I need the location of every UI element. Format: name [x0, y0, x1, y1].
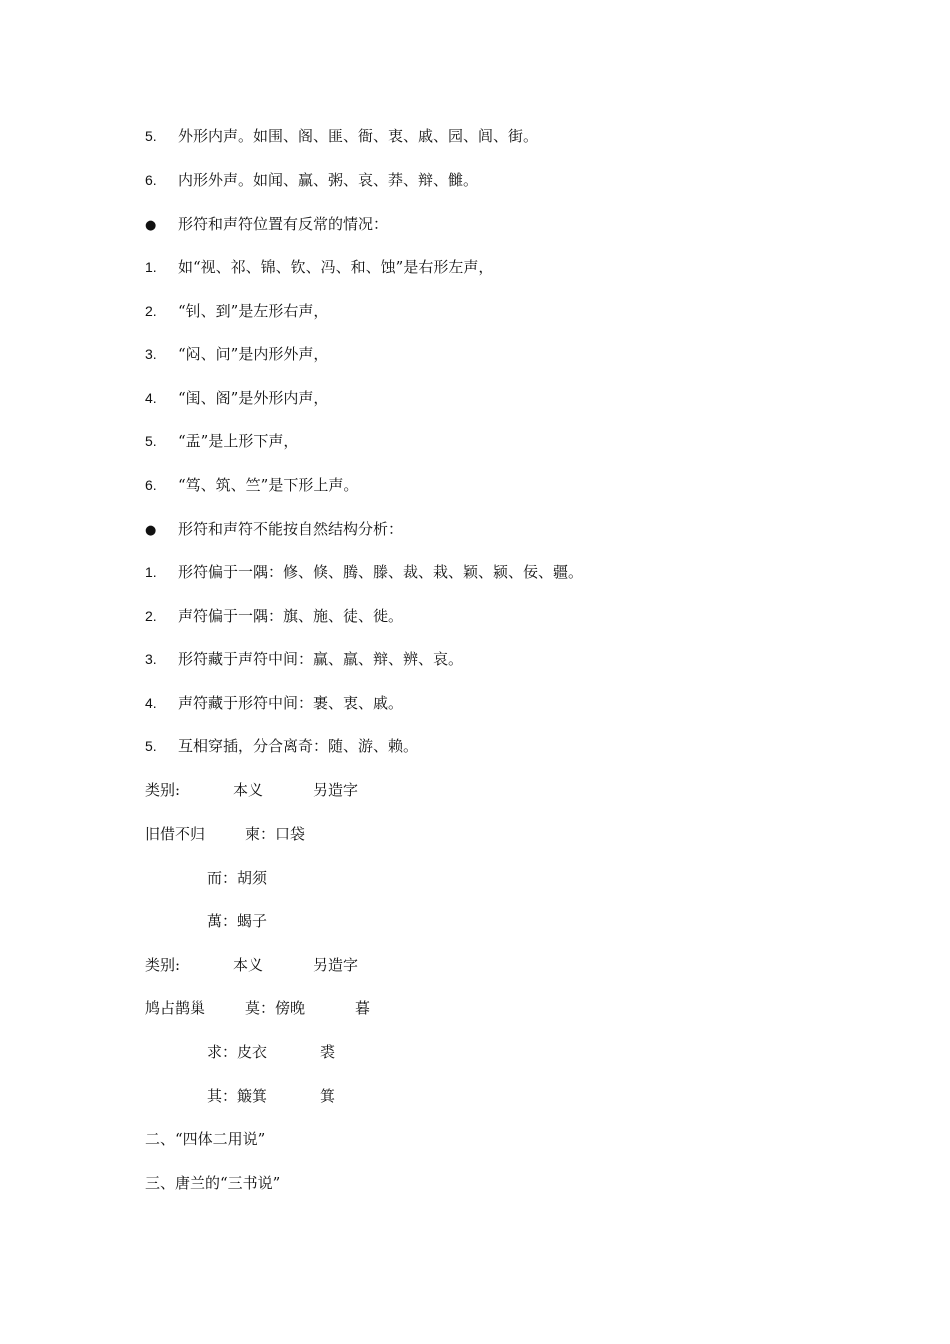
new-char-header: 另造字 [313, 781, 359, 799]
table-header [145, 953, 545, 977]
list-number: 5. [145, 128, 157, 144]
bullet-icon: ● [145, 218, 157, 233]
list-item [145, 299, 328, 323]
list-item [145, 386, 328, 410]
heading-four-bodies-two-uses: 二、“四体二用说” [145, 1130, 266, 1148]
list-item [145, 604, 403, 628]
bullet-heading-natural [145, 517, 403, 541]
bullet-text: 形符和声符不能按自然结构分析： [178, 520, 404, 538]
list-text: “钊、到”是左形右声， [178, 302, 329, 320]
list-number: 5. [145, 433, 157, 449]
new-char: 箕 [320, 1087, 336, 1105]
category-header: 类别: [145, 781, 181, 799]
list-item [145, 560, 583, 584]
table-row [145, 866, 545, 890]
original-meaning-header: 本义 [233, 781, 264, 799]
list-text: 声符偏于一隅：旗、施、徒、徙。 [178, 607, 404, 625]
category-header: 类别: [145, 956, 181, 974]
list-number: 1. [145, 259, 157, 275]
list-number: 3. [145, 651, 157, 667]
list-item [145, 647, 463, 671]
list-number: 1. [145, 564, 157, 580]
list-item [145, 124, 538, 148]
list-text: “闷、问”是内形外声， [178, 345, 329, 363]
table-row [145, 996, 545, 1020]
list-text: 内形外声。如闻、赢、粥、哀、莽、辩、雠。 [178, 171, 479, 189]
list-number: 5. [145, 738, 157, 754]
bullet-text: 形符和声符位置有反常的情况： [178, 215, 389, 233]
entry-text: 柬：口袋 [245, 825, 306, 843]
entry-text: 而：胡须 [207, 869, 268, 887]
list-item [145, 734, 418, 758]
table-row [145, 1040, 545, 1064]
table-row [145, 909, 545, 933]
list-item [145, 168, 478, 192]
list-text: 外形内声。如围、阁、匪、衙、衷、戚、园、闾、街。 [178, 127, 539, 145]
category-name: 鸠占鹊巢 [145, 999, 206, 1017]
list-item [145, 473, 358, 497]
list-number: 4. [145, 390, 157, 406]
list-text: 形符藏于声符中间：赢、羸、辩、辨、哀。 [178, 650, 464, 668]
list-number: 6. [145, 172, 157, 188]
bullet-icon: ● [145, 523, 157, 538]
list-item [145, 255, 493, 279]
bullet-heading-reversed [145, 212, 388, 236]
list-item [145, 342, 328, 366]
entry-text: 萬：蝎子 [207, 912, 268, 930]
list-number: 2. [145, 608, 157, 624]
list-text: 形符偏于一隅：修、倏、腾、滕、裁、栽、颖、颍、佞、疆。 [178, 563, 584, 581]
new-char-header: 另造字 [313, 956, 359, 974]
list-item [145, 429, 298, 453]
list-number: 2. [145, 303, 157, 319]
list-item [145, 691, 403, 715]
original-meaning-header: 本义 [233, 956, 264, 974]
entry-text: 莫：傍晚 [245, 999, 306, 1017]
list-number: 6. [145, 477, 157, 493]
list-number: 3. [145, 346, 157, 362]
heading-tang-lan-three-books: 三、唐兰的“三书说” [145, 1174, 281, 1192]
new-char: 暮 [355, 999, 371, 1017]
list-text: “闺、阁”是外形内声， [178, 389, 329, 407]
entry-text: 其：簸箕 [207, 1087, 268, 1105]
category-name: 旧借不归 [145, 825, 206, 843]
list-text: 互相穿插，分合离奇：随、游、赖。 [178, 737, 419, 755]
entry-text: 求：皮衣 [207, 1043, 268, 1061]
table-row [145, 1084, 545, 1108]
list-number: 4. [145, 695, 157, 711]
table-row [145, 822, 545, 846]
list-text: “盂”是上形下声， [178, 432, 299, 450]
list-text: 如“视、祁、锦、钦、冯、和、蚀”是右形左声， [178, 258, 494, 276]
list-text: “笃、筑、竺”是下形上声。 [178, 476, 359, 494]
new-char: 裘 [320, 1043, 336, 1061]
list-text: 声符藏于形符中间：裹、衷、戚。 [178, 694, 404, 712]
table-header [145, 778, 545, 802]
